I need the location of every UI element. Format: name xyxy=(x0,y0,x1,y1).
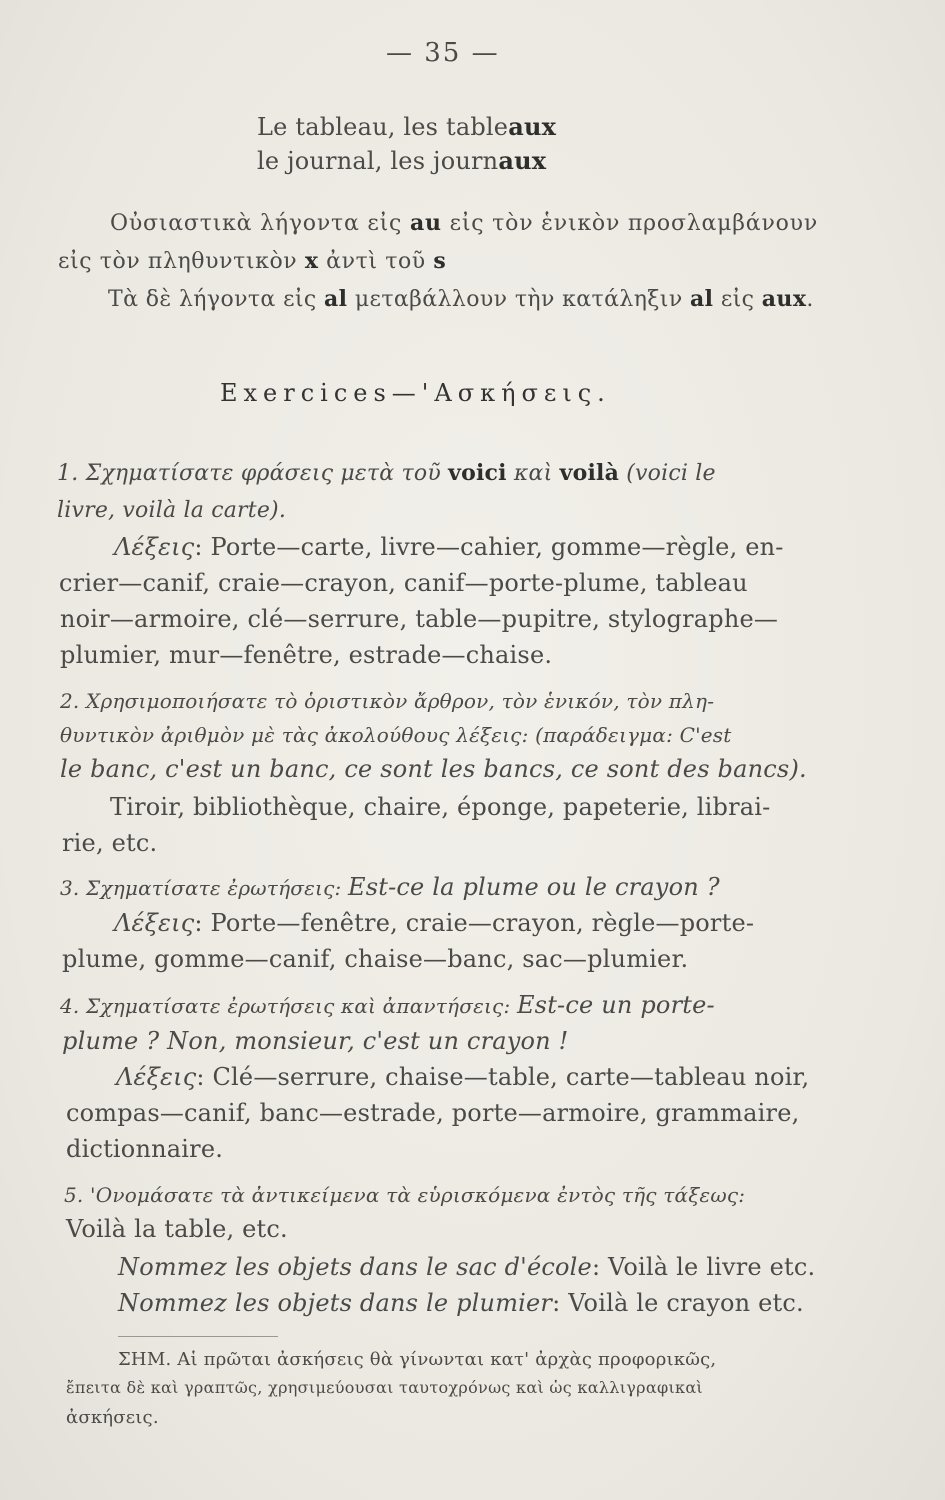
keyword: voilà xyxy=(559,460,620,486)
text-fragment: Οὐσιαστικὰ λήγοντα εἰς xyxy=(110,211,410,236)
plural-example-line xyxy=(257,146,546,176)
exercise-4-line: plume ? Non, monsieur, c'est un crayon ! xyxy=(62,1027,569,1055)
text-fragment: le journal, les journ xyxy=(257,147,499,175)
ending: aux xyxy=(761,286,807,312)
ending: al xyxy=(324,286,348,312)
text-fragment: : Porte—carte, livre—cahier, gomme—règle, en- xyxy=(194,533,784,561)
exercise-2-line: rie, etc. xyxy=(62,829,158,857)
footnote-line: ΣΗΜ. Αἱ πρῶται ἀσκήσεις θὰ γίνωνται κατ' ἀρχὰς προφορικῶς, xyxy=(118,1349,717,1370)
text-fragment: Le tableau, les table xyxy=(257,113,509,141)
text-fragment: (voici le xyxy=(619,461,716,486)
ending: al xyxy=(690,286,714,312)
example-question: Est-ce un porte- xyxy=(516,991,715,1019)
page-number: — 35 — xyxy=(386,38,500,68)
exercise-5-line: Voilà la table, etc. xyxy=(66,1215,288,1243)
text-fragment: : Voilà le livre etc. xyxy=(591,1253,816,1281)
text-fragment: : Clé—serrure, chaise—table, carte—tableau noir, xyxy=(196,1063,810,1091)
example-question: Est-ce la plume ou le crayon ? xyxy=(347,873,720,901)
exercise-1-line xyxy=(114,532,784,562)
text-fragment: εἰς xyxy=(713,287,762,312)
text-fragment: ἀντὶ τοῦ xyxy=(318,249,434,274)
text-fragment: : Voilà le crayon etc. xyxy=(552,1289,804,1317)
ending: au xyxy=(409,210,442,236)
exercise-1-line: noir—armoire, clé—serrure, table—pupitre, stylographe— xyxy=(60,605,779,633)
footnote-line: ἀσκήσεις. xyxy=(66,1407,159,1428)
rule-line xyxy=(58,246,446,277)
ending: x xyxy=(304,248,319,274)
ending: s xyxy=(433,248,447,274)
text-fragment: μεταβάλλουν τὴν κατάληξιν xyxy=(347,287,691,312)
exercise-1-line: plumier, mur—fenêtre, estrade—chaise. xyxy=(60,641,553,669)
exercise-4-line: dictionnaire. xyxy=(66,1135,224,1163)
exercise-3-line: plume, gomme—canif, chaise—banc, sac—plumier. xyxy=(62,945,689,973)
footnote-divider xyxy=(118,1336,278,1337)
keyword: voici xyxy=(448,460,507,486)
exercise-3-line xyxy=(114,908,754,938)
exercise-1-line: livre, voilà la carte). xyxy=(57,498,287,523)
exercise-5-line xyxy=(118,1288,804,1318)
label-lexeis: Λέξεις xyxy=(116,1063,197,1091)
exercise-2-line: Tiroir, bibliothèque, chaire, éponge, papeterie, librai- xyxy=(110,793,771,821)
label-lexeis: Λέξεις xyxy=(114,909,195,937)
text-fragment: Nommez les objets dans le plumier xyxy=(118,1289,553,1317)
exercise-2-line: le banc, c'est un banc, ce sont les bancs, ce sont des bancs). xyxy=(60,755,807,783)
rule-line xyxy=(108,284,814,315)
exercise-1-line xyxy=(57,458,716,489)
text-fragment: Nommez les objets dans le sac d'école xyxy=(118,1253,592,1281)
ending: aux xyxy=(508,112,557,141)
text-fragment: . xyxy=(806,287,814,312)
exercise-4-line: compas—canif, banc—estrade, porte—armoire, grammaire, xyxy=(66,1099,800,1127)
exercise-5-line: 5. 'Ονομάσατε τὰ ἀντικείμενα τὰ εὑρισκόμενα ἐντὸς τῆς τάξεως: xyxy=(64,1183,746,1207)
exercise-4-line xyxy=(116,1062,809,1092)
exercise-2-line: 2. Χρησιμοποιήσατε τὸ ὁριστικὸν ἄρθρον, τὸν ἑνικόν, τὸν πλη- xyxy=(60,689,715,713)
footnote-line: ἔπειτα δὲ καὶ γραπτῶς, χρησιμεύουσαι ταυτοχρόνως καὶ ὡς καλλιγραφικαὶ xyxy=(66,1378,704,1397)
text-fragment: 4. Σχηματίσατε ἐρωτήσεις καὶ ἀπαντήσεις: xyxy=(60,994,517,1018)
text-fragment: : Porte—fenêtre, craie—crayon, règle—porte- xyxy=(194,909,755,937)
section-title: Exercices—'Ασκήσεις. xyxy=(220,379,611,407)
exercise-3-line xyxy=(60,872,720,903)
exercise-4-line xyxy=(60,990,715,1021)
text-fragment: εἰς τὸν πληθυντικὸν xyxy=(58,249,305,274)
exercise-2-line: θυντικὸν ἀριθμὸν μὲ τὰς ἀκολούθους λέξεις: (παράδειγμα: C'est xyxy=(60,723,732,747)
text-fragment: 1. Σχηματίσατε φράσεις μετὰ τοῦ xyxy=(57,461,449,486)
text-fragment: καὶ xyxy=(506,461,560,486)
ending: aux xyxy=(498,146,547,175)
label-lexeis: Λέξεις xyxy=(114,533,195,561)
rule-line xyxy=(110,208,818,239)
text-fragment: Τὰ δὲ λήγοντα εἰς xyxy=(108,287,325,312)
text-fragment: 3. Σχηματίσατε ἐρωτήσεις: xyxy=(60,876,348,900)
plural-example-line xyxy=(257,112,556,142)
exercise-1-line: crier—canif, craie—crayon, canif—porte-plume, tableau xyxy=(59,569,748,597)
text-fragment: εἰς τὸν ἑνικὸν προσλαμβάνουν xyxy=(441,211,819,236)
exercise-5-line xyxy=(118,1252,815,1282)
